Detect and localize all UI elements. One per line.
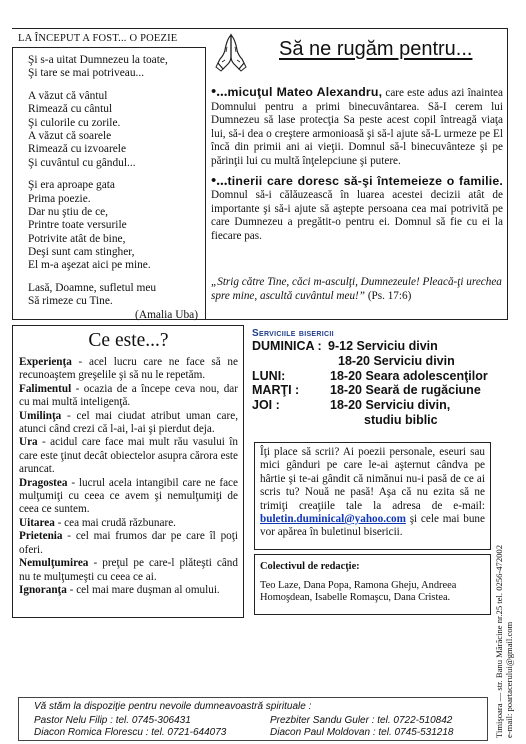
service-row — [252, 398, 514, 413]
service-row — [252, 413, 514, 428]
prayer-item — [211, 172, 503, 244]
poem-stanza — [28, 90, 204, 170]
definitions-box — [12, 325, 244, 618]
definitions-title: Ce este...? — [88, 330, 169, 351]
poem-line: Dar nu ştiu de ce, — [28, 205, 109, 218]
bullet-marker: •... — [211, 172, 228, 189]
poem-line: Rimează cu cântul — [28, 103, 113, 116]
service-day: LUNI: — [252, 368, 286, 383]
contact-diacon-romica: Diacon Romica Florescu : tel. 0721-644073 — [34, 727, 227, 738]
definition-item — [19, 530, 238, 557]
prayer-item — [211, 86, 503, 169]
poem-stanza — [28, 54, 204, 81]
prayer-text: care este adus azi înaintea Domnului pentru a primi binecuvântarea. Să-I cerem lui Dumnezeu să lase protecţia Sa peste acest copil întreagă viaţa lui, să-i dea o creştere armonioasă şi să-l ajute să-L urmeze pe El încă din primii ani ai vieţii. Domnul să-l binecuvânteze şi pe părinţii lui cu multă înţelepciune şi putere. — [211, 87, 503, 167]
prayer-subject: micuţul Mateo Alexandru, — [227, 85, 383, 99]
address-line: Timişoara — str. Banu Mărăcine nr.25 tel. 0256-472002 — [494, 544, 504, 738]
poem-line: Şi tare se mai potriveau... — [28, 67, 145, 80]
contact-prezbiter: Prezbiter Sandu Guler : tel. 0722-510842 — [270, 715, 453, 726]
contacts-intro: Vă stăm la dispoziţie pentru nevoile dumneavoastră spirituale : — [34, 701, 312, 712]
poem-author: (Amalia Uba) — [135, 308, 198, 321]
service-row — [252, 369, 514, 384]
definition-text: - lucrul acela intangibil care ne face mulţumiţi cu ceea ce avem şi nemulţumiţi de ceea ce suntem. — [19, 476, 238, 516]
bullet-marker: •... — [211, 84, 228, 100]
poem-line: Deşi sunt cam stingher, — [28, 245, 135, 258]
services-rows — [252, 339, 514, 428]
prayer-quote — [211, 276, 503, 303]
poem-body — [28, 54, 204, 322]
editorial-title: Colectivul de redacţie: — [260, 561, 360, 572]
email-line: e-mail: poartacerului@gmail.com — [504, 621, 514, 738]
praying-hands-icon — [214, 32, 248, 72]
definition-term: Nemulţumirea — [19, 557, 89, 570]
services-schedule — [252, 328, 514, 428]
definition-text: - acidul care face mai mult rău vasului în care este ţinut decât obiectelor asupra cărora este aruncat. — [19, 436, 238, 476]
quote-text: „Strig către Tine, căci m-asculţi, Dumnezeule! Pleacă-ţi urechea spre mine, ascultă cuvântul meu!” — [211, 276, 502, 302]
service-time: 18-20 Seara adolescenţilor — [330, 368, 488, 383]
poem-line: Şi culorile cu zorile. — [28, 116, 121, 129]
poem-stanza — [28, 282, 204, 322]
quote-reference: (Ps. 17:6) — [365, 289, 412, 302]
poem-line: El m-a aşezat aici pe mine. — [28, 259, 151, 272]
service-time: 9-12 Serviciu divin — [328, 339, 438, 353]
definition-text: - ocazia de a începe ceva nou, dar cu mai multă inteligenţă. — [19, 382, 238, 409]
poem-line: Şi era aproape gata — [28, 179, 115, 192]
prayer-list — [211, 86, 503, 250]
definition-term: Dragostea — [19, 476, 68, 489]
prayer-title: Să ne rugăm pentru... — [279, 38, 473, 60]
email-link[interactable]: buletin.duminical@yahoo.com — [260, 513, 406, 526]
service-day: JOI : — [252, 398, 280, 413]
definition-term: Ignoranţa — [19, 583, 67, 596]
editorial-box — [254, 554, 491, 615]
prayer-text: Domnul să-i călăuzească în luarea acestei decizii atât de importante şi să-i ajute să aştepte persoana cea mai potrivită pe care Dumnezeu a pregătit-o pentru ei. Domnul să fie cu ei la fiecare pas. — [211, 189, 503, 242]
definition-text: - cea mai crudă răzbunare. — [54, 516, 176, 529]
poem-line: Să rimeze cu Tine. — [28, 295, 113, 308]
definition-item — [19, 584, 238, 597]
definition-item — [19, 356, 238, 383]
definition-item — [19, 557, 238, 584]
definition-item — [19, 436, 238, 476]
poem-line: A văzut că soarele — [28, 129, 112, 142]
definition-term: Falimentul — [19, 382, 72, 395]
poem-line: Printre toate versurile — [28, 219, 127, 232]
definition-text: - acel lucru care ne face să ne recunoaştem greşelile şi să nu le repetăm. — [19, 356, 238, 382]
definition-text: - cel mai frumos dar pe care îl poţi oferi. — [19, 530, 238, 556]
poem-line: Rimează cu izvoarele — [28, 143, 127, 156]
poem-line: Şi s-a uitat Dumnezeu la toate, — [28, 54, 168, 66]
services-title: Serviciile bisericii — [252, 328, 334, 339]
address-vertical — [494, 508, 514, 738]
service-day: MARŢI : — [252, 383, 300, 398]
write-to-us-box — [254, 442, 491, 550]
service-time: 18-20 Serviciu divin — [338, 353, 455, 368]
poem-line: A văzut că vântul — [28, 90, 108, 103]
write-text: Îţi place să scrii? Ai poezii personale, eseuri sau mici gânduri pe care le-ai aşternut cândva pe hârtie şi te-ai gândit că nimănui nu-i pasă de ce ai scris tu? Nouă ne pasă! Aşa că nu ezita să ne trimiţi creaţiile tale la adresa de e-mail: — [260, 446, 485, 512]
service-time: 18-20 Seară de rugăciune — [330, 383, 481, 398]
editorial-members: Teo Laze, Dana Popa, Ramona Gheju, Andreea Homoşdean, Isabelle Romaşcu, Dana Cristea. — [260, 579, 457, 604]
service-row — [252, 383, 514, 398]
service-time: 18-20 Serviciu divin, — [330, 398, 451, 413]
definition-text: - cel mai ciudat atribut uman care, atunci când crezi că l-ai, l-ai şi pierdut deja. — [19, 409, 238, 436]
service-time: studiu biblic — [364, 412, 438, 427]
definition-item — [19, 410, 238, 437]
poem-line: Lasă, Doamne, sufletul meu — [28, 281, 157, 294]
definition-term: Uitarea — [19, 516, 55, 529]
definition-term: Prietenia — [19, 530, 63, 543]
definition-item — [19, 517, 238, 530]
definition-text: - preţul pe care-l plăteşti când nu te mulţumeşti cu ceea ce ai. — [19, 557, 238, 583]
poem-header: LA ÎNCEPUT A FOST... O POEZIE — [12, 28, 206, 48]
write-text-end: şi cele mai bune vor apărea în buletinul bisericii. — [260, 513, 485, 539]
service-row — [252, 354, 514, 369]
definition-term: Umilinţa — [19, 409, 62, 422]
definitions-list — [19, 356, 238, 597]
definition-term: Ura — [19, 436, 38, 449]
poem-line: Şi cuvântul cu gândul... — [28, 156, 136, 169]
poem-stanza — [28, 179, 204, 272]
definition-item — [19, 477, 238, 517]
service-row — [252, 339, 514, 354]
contact-diacon-paul: Diacon Paul Moldovan : tel. 0745-531218 — [270, 727, 454, 738]
definition-text: - cel mai mare duşman al omului. — [66, 583, 220, 596]
prayer-subject: tinerii care doresc să-şi întemeieze o familie. — [227, 173, 503, 188]
contact-pastor: Pastor Nelu Filip : tel. 0745-306431 — [34, 715, 191, 726]
poem-line: Potrivite atât de bine, — [28, 232, 126, 245]
definition-item — [19, 383, 238, 410]
service-day: DUMINICA : — [252, 339, 322, 353]
poem-line: Prima poezie. — [28, 192, 91, 205]
definition-term: Experienţa — [19, 356, 72, 368]
